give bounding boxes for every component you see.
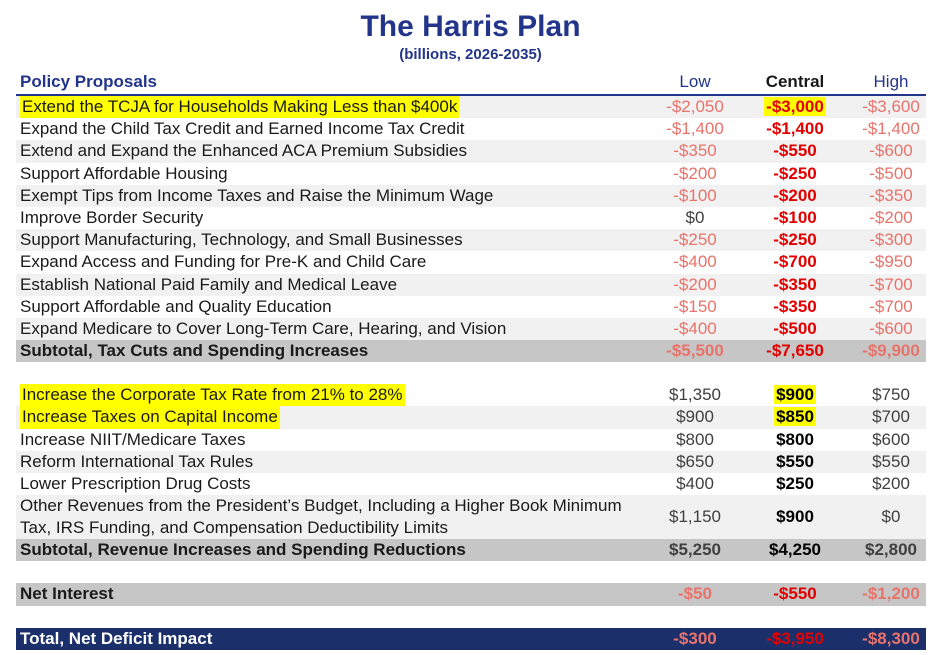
- table-row: [16, 207, 926, 229]
- row-central: -$350: [773, 274, 817, 294]
- row-label: Exempt Tips from Income Taxes and Raise the Minimum Wage: [20, 185, 494, 205]
- table-row: [16, 296, 926, 318]
- row-high: -$500: [869, 163, 913, 183]
- row-high: -$3,600: [862, 97, 920, 116]
- row-high: -$1,200: [862, 584, 920, 604]
- table-row: [16, 451, 926, 473]
- row-central: $850: [776, 407, 814, 427]
- table-row: [16, 185, 926, 207]
- row-high: $2,800: [865, 540, 917, 560]
- row-high: -$9,900: [862, 341, 920, 361]
- row-central: -$3,000: [766, 97, 824, 116]
- row-high: -$300: [869, 230, 913, 250]
- row-high: $550: [872, 451, 910, 471]
- row-central: $4,250: [769, 540, 821, 560]
- row-low: -$200: [673, 163, 717, 183]
- header-central: Central: [765, 72, 825, 91]
- row-central: -$550: [773, 141, 817, 161]
- row-low: $400: [676, 474, 714, 493]
- row-high: $750: [872, 385, 910, 405]
- row-low: -$150: [673, 296, 717, 316]
- row-high: $600: [872, 429, 910, 449]
- table-row: [16, 140, 926, 162]
- row-high: -$700: [869, 274, 913, 294]
- subtotal-row: [16, 340, 926, 362]
- row-label: Extend the TCJA for Households Making Less than $400k: [20, 96, 459, 118]
- row-central: $900: [776, 385, 814, 405]
- row-label: Other Revenues from the President’s Budget, Including a Higher Book Minimum Tax, IRS Funding, and Compensation Deductibility Limits: [20, 496, 622, 538]
- table-row: [16, 251, 926, 273]
- row-label: Subtotal, Tax Cuts and Spending Increases: [20, 341, 369, 361]
- spacer: [16, 362, 926, 384]
- table-row: [16, 384, 926, 406]
- row-high: -$8,300: [862, 628, 920, 648]
- row-high: $200: [872, 474, 910, 493]
- spacer: [16, 606, 926, 628]
- table-row: [16, 473, 926, 495]
- subtotal-row: [16, 539, 926, 561]
- row-label: Establish National Paid Family and Medical Leave: [20, 274, 398, 294]
- row-label: Reform International Tax Rules: [20, 451, 254, 471]
- row-label: Support Manufacturing, Technology, and Small Businesses: [20, 230, 463, 250]
- spacer: [16, 561, 926, 583]
- row-central: -$200: [773, 185, 817, 205]
- row-central: -$100: [773, 207, 817, 227]
- page-title: The Harris Plan: [360, 10, 581, 43]
- row-low: -$1,400: [666, 119, 724, 139]
- row-central: -$250: [773, 230, 817, 250]
- row-low: $900: [676, 407, 714, 427]
- row-low: $800: [676, 429, 714, 449]
- row-high: -$600: [869, 141, 913, 161]
- row-high: -$950: [869, 252, 913, 272]
- row-label: Improve Border Security: [20, 207, 204, 227]
- row-high: $700: [872, 407, 910, 427]
- row-central: -$350: [773, 296, 817, 316]
- header-high: High: [873, 72, 909, 91]
- row-label: Subtotal, Revenue Increases and Spending Reductions: [20, 540, 466, 560]
- row-low: $1,150: [669, 507, 721, 527]
- total-row: [16, 628, 926, 650]
- header-low: Low: [679, 72, 711, 91]
- row-label: Lower Prescription Drug Costs: [20, 474, 251, 493]
- row-high: -$200: [869, 207, 913, 227]
- row-low: $650: [676, 451, 714, 471]
- policy-table: [16, 70, 926, 650]
- row-low: -$2,050: [666, 97, 724, 116]
- row-label: Support Affordable Housing: [20, 163, 228, 183]
- table-row: [16, 495, 926, 539]
- row-high: $0: [881, 507, 901, 527]
- row-high: -$700: [869, 296, 913, 316]
- row-label: Net Interest: [20, 584, 114, 604]
- table-row: [16, 229, 926, 251]
- row-central: -$1,400: [766, 119, 824, 139]
- row-central: -$550: [773, 584, 817, 604]
- row-label: Extend and Expand the Enhanced ACA Premium Subsidies: [20, 141, 468, 161]
- row-central: $800: [776, 429, 814, 449]
- table-header: [16, 70, 926, 96]
- row-central: $550: [776, 451, 814, 471]
- table-row: [16, 274, 926, 296]
- table-row: [16, 406, 926, 428]
- table-row: [16, 118, 926, 140]
- row-low: -$400: [673, 252, 717, 272]
- row-high: -$350: [869, 185, 913, 205]
- row-low: -$100: [673, 185, 717, 205]
- row-high: -$600: [869, 318, 913, 338]
- table-row: [16, 429, 926, 451]
- row-high: -$1,400: [862, 119, 920, 139]
- row-label: Expand Access and Funding for Pre-K and Child Care: [20, 252, 427, 272]
- row-low: -$200: [673, 274, 717, 294]
- row-label: Expand the Child Tax Credit and Earned Income Tax Credit: [20, 119, 465, 139]
- row-central: -$700: [773, 252, 817, 272]
- row-central: $250: [776, 474, 814, 493]
- row-label: Increase the Corporate Tax Rate from 21% to 28%: [20, 384, 405, 406]
- row-low: -$350: [673, 141, 717, 161]
- row-label: Expand Medicare to Cover Long-Term Care, Hearing, and Vision: [20, 318, 507, 338]
- row-low: -$250: [673, 230, 717, 250]
- row-low: -$300: [673, 628, 717, 648]
- row-central: -$500: [773, 318, 817, 338]
- row-low: -$5,500: [666, 341, 724, 361]
- table-row: [16, 163, 926, 185]
- row-low: $0: [685, 207, 705, 227]
- row-central: -$3,950: [766, 628, 824, 648]
- row-label: Total, Net Deficit Impact: [20, 628, 213, 648]
- row-central: $900: [776, 507, 814, 527]
- row-low: -$50: [677, 584, 713, 604]
- row-label: Increase Taxes on Capital Income: [20, 406, 280, 428]
- row-low: -$400: [673, 318, 717, 338]
- row-low: $5,250: [669, 540, 721, 560]
- table-row: [16, 96, 926, 118]
- row-central: -$7,650: [766, 341, 824, 361]
- row-central: -$250: [773, 163, 817, 183]
- row-label: Support Affordable and Quality Education: [20, 296, 332, 316]
- header-policy-proposals: Policy Proposals: [20, 72, 157, 91]
- row-label: Increase NIIT/Medicare Taxes: [20, 429, 246, 449]
- row-low: $1,350: [669, 385, 721, 405]
- net-interest-row: [16, 583, 926, 605]
- page-subtitle: (billions, 2026-2035): [399, 46, 542, 63]
- table-row: [16, 318, 926, 340]
